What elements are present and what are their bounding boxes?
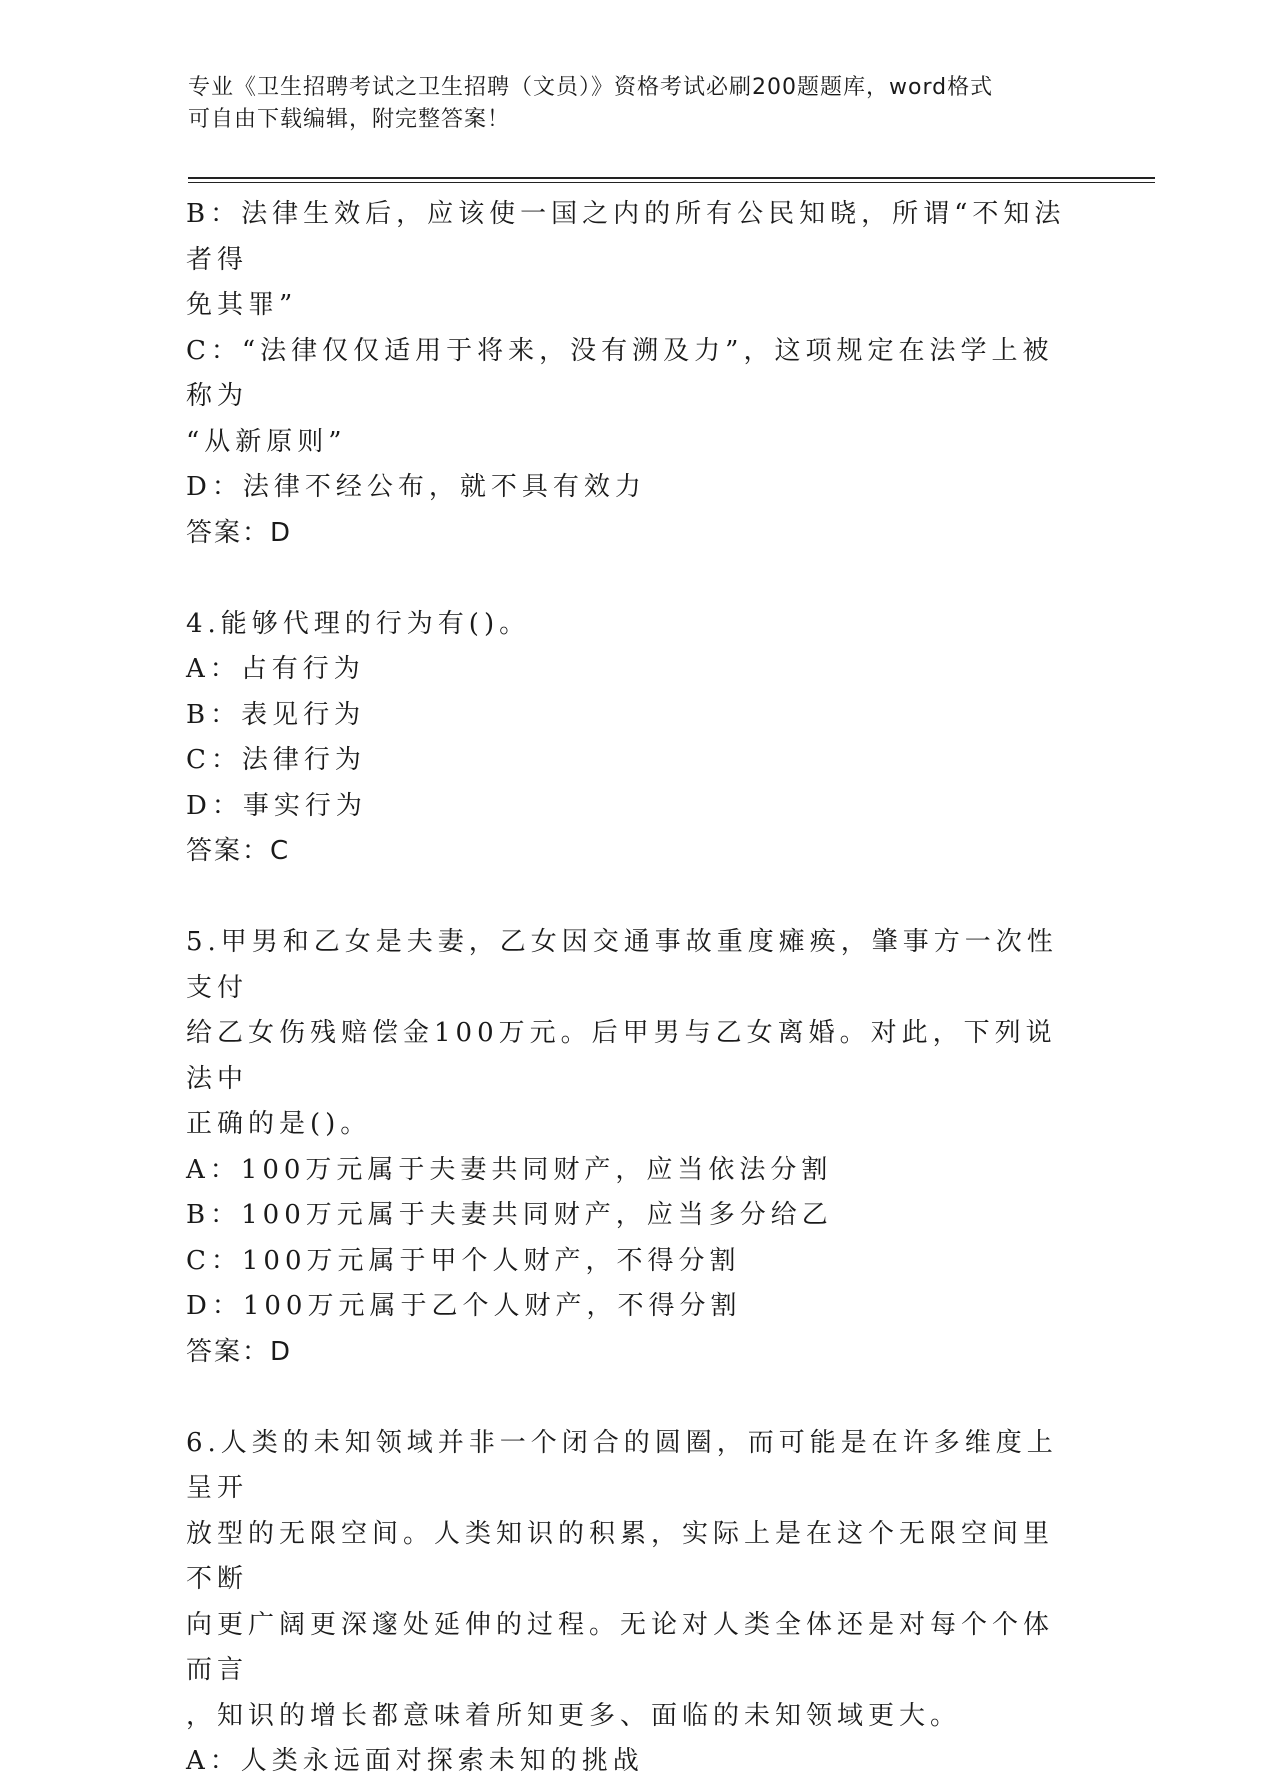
q6-question-line-3: 向更广阔更深邃处延伸的过程。无论对人类全体还是对每个个体而言 (186, 1609, 1055, 1685)
q5-question-line-3: 正确的是()。 (186, 1109, 372, 1139)
q4-option-b: B：表见行为 (186, 699, 366, 730)
q4-option-d: D：事实行为 (186, 790, 367, 821)
q3-option-b-line-1: B：法律生效后，应该使一国之内的所有公民知晓，所谓“不知法者得 (186, 199, 1066, 275)
document-header (188, 72, 1068, 136)
header-divider (188, 177, 1155, 179)
q3-option-b-line-2: 免其罪” (186, 290, 298, 320)
q5-option-a: A：100万元属于夫妻共同财产，应当依法分割 (186, 1154, 833, 1185)
q3-option-c-line-1: C：“法律仅仅适用于将来，没有溯及力”，这项规定在法学上被称为 (186, 335, 1054, 411)
q5-question-line-2: 给乙女伤残赔偿金100万元。后甲男与乙女离婚。对此，下列说法中 (186, 1018, 1057, 1094)
q4-answer: 答案：C (186, 836, 291, 866)
q4-question: 4.能够代理的行为有()。 (186, 608, 531, 639)
spacer (186, 556, 1066, 602)
spacer (186, 1375, 1066, 1421)
question-3-continued (186, 192, 1066, 556)
q5-answer: 答案：D (186, 1336, 293, 1367)
header-line-2: 可自由下载编辑，附完整答案！ (188, 107, 511, 132)
header-line-1: 专业《卫生招聘考试之卫生招聘（文员）》资格考试必刷200题题库，word格式 (188, 75, 994, 100)
question-6 (186, 1421, 1066, 1785)
q5-option-b: B：100万元属于夫妻共同财产，应当多分给乙 (186, 1200, 833, 1230)
q4-option-c: C：法律行为 (186, 745, 366, 775)
q4-option-a: A：占有行为 (186, 654, 365, 684)
q5-option-c: C：100万元属于甲个人财产，不得分割 (186, 1245, 741, 1276)
q6-question-line-2: 放型的无限空间。人类知识的积累，实际上是在这个无限空间里不断 (186, 1518, 1055, 1594)
q3-option-c-line-2: “从新原则” (186, 426, 347, 457)
q5-question-line-1: 5.甲男和乙女是夫妻，乙女因交通事故重度瘫痪，肇事方一次性支付 (186, 927, 1058, 1003)
q6-option-a: A：人类永远面对探索未知的挑战 (186, 1746, 644, 1776)
q3-answer: 答案：D (186, 517, 293, 548)
q6-question-line-1: 6.人类的未知领域并非一个闭合的圆圈，而可能是在许多维度上呈开 (186, 1427, 1058, 1503)
header-divider-thin (188, 182, 1155, 183)
q6-question-line-4: ，知识的增长都意味着所知更多、面临的未知领域更大。 (186, 1700, 962, 1731)
question-4 (186, 602, 1066, 875)
question-5 (186, 920, 1066, 1375)
spacer (186, 875, 1066, 921)
document-body (186, 192, 1066, 1785)
q5-option-d: D：100万元属于乙个人财产，不得分割 (186, 1291, 742, 1321)
q3-option-d: D：法律不经公布，就不具有效力 (186, 472, 646, 502)
